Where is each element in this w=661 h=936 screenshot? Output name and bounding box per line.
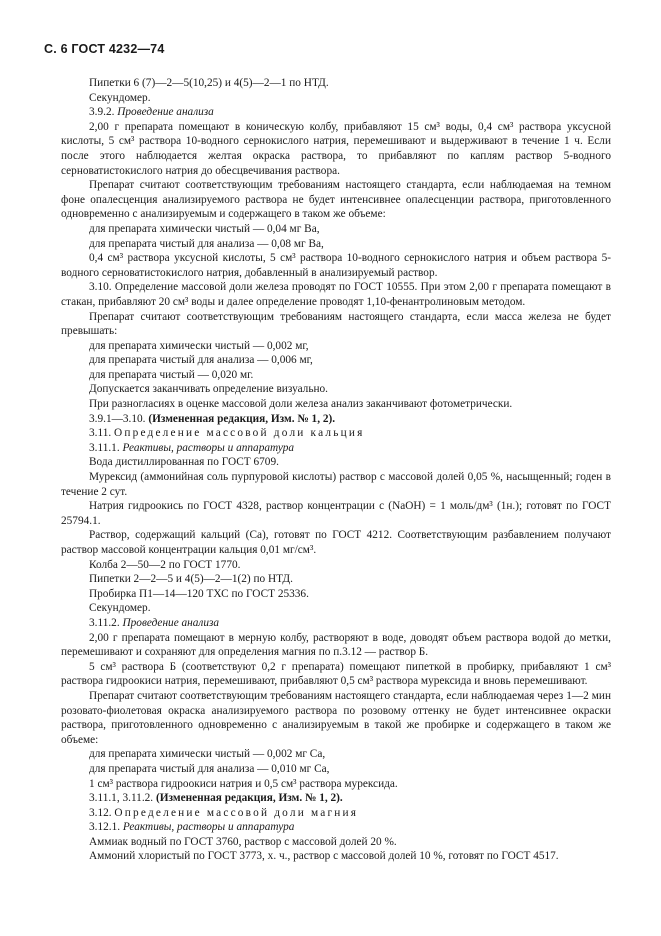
paragraph [61,426,611,441]
section-number: 3.12. [89,806,115,819]
paragraph-text: Препарат считают соответствующим требованиям настоящего стандарта, если масса железа не будет превышать: [61,310,611,338]
revision-note: (Измененная редакция, Изм. № 1, 2). [155,792,343,805]
paragraph-text: 0,4 см³ раствора уксусной кислоты, 5 см³ раствора 10-водного сернокислого натрия и объем раствора 5-водного серноватистокислого натрия, добавленный в анализируемый раствор. [61,252,611,279]
paragraph [61,412,611,427]
paragraph-text: для препарата чистый — 0,020 мг. [89,368,254,381]
paragraph-text: Раствор, содержащий кальций (Са), готовят по ГОСТ 4212. Соответствующим разбавлением получают раствор массовой концентрации кальция 0,01 мг/см³. [61,529,611,556]
paragraph [61,820,611,835]
paragraph [61,178,611,222]
paragraph-text: Аммоний хлористый по ГОСТ 3773, х. ч., раствор с массовой долей 10 %, готовят по ГОСТ 4517. [89,850,559,863]
section-heading: Определение массовой доли кальция [114,427,365,440]
paragraph [61,660,611,689]
paragraph-text: для препарата химически чистый — 0,002 мг, [89,339,309,352]
paragraph [61,689,611,747]
paragraph [61,849,611,864]
paragraph-text: 3.10. Определение массовой доли железа проводят по ГОСТ 10555. При этом 2,00 г препарата помещают в стакан, прибавляют 20 см³ воды и далее определение проводят 1,10-фенантролиновым методом. [61,281,611,308]
paragraph-text: Колба 2—50—2 по ГОСТ 1770. [89,558,241,571]
paragraph [61,528,611,557]
section-number: 3.11.1, 3.11.2. [89,792,156,805]
paragraph-text: 1 см³ раствора гидроокиси натрия и 0,5 см³ раствора мурексида. [89,777,398,790]
page-header: С. 6 ГОСТ 4232—74 [44,42,165,56]
paragraph-text: Пипетки 6 (7)—2—5(10,25) и 4(5)—2—1 по НТД. [89,77,329,89]
section-number: 3.11.2. [89,616,123,629]
paragraph [61,835,611,850]
paragraph [61,382,611,397]
paragraph-text: Аммиак водный по ГОСТ 3760, раствор с массовой долей 20 %. [89,835,397,848]
paragraph [61,222,611,237]
section-number: 3.12.1. [89,821,123,834]
paragraph-text: Препарат считают соответствующим требованиям настоящего стандарта, если наблюдаемая через 1—2 мин розовато-фиолетовая окраска анализируемого раствора по розовому оттенку не будет интенсивнее окраски раствора, приготовленного одновременно с анализируемым в такой же пробирке и содержащего в таком же объеме: [61,689,611,746]
paragraph-text: для препарата химически чистый — 0,04 мг Ва, [89,222,320,235]
paragraph-text: Вода дистиллированная по ГОСТ 6709. [89,456,279,469]
paragraph-text: Препарат считают соответствующим требованиям настоящего стандарта, если наблюдаемая на темном фоне опалесценция анализируемого раствора не будет интенсивнее опалесценции раствора, приготовленного одновременно с анализируемым и содержащего в таком же объеме: [61,179,611,221]
paragraph-text: Пипетки 2—2—5 и 4(5)—2—1(2) по НТД. [89,573,293,586]
section-title: Реактивы, растворы и аппаратура [122,441,295,454]
paragraph [61,105,611,120]
paragraph [61,353,611,368]
section-title: Проведение анализа [117,106,214,119]
paragraph [61,791,611,806]
paragraph [61,368,611,383]
paragraph [61,339,611,354]
section-number: 3.11.1. [89,441,123,454]
paragraph [61,587,611,602]
paragraph [61,762,611,777]
paragraph [61,470,611,499]
paragraph [61,572,611,587]
paragraph [61,601,611,616]
paragraph [61,251,611,280]
paragraph [61,397,611,412]
paragraph [61,616,611,631]
paragraph-text: Натрия гидроокись по ГОСТ 4328, раствор концентрации c (NaOH) = 1 моль/дм³ (1н.); готовят по ГОСТ 25794.1. [61,500,611,527]
paragraph [61,280,611,309]
section-number: 3.9.1—3.10. [89,412,149,425]
paragraph-text: При разногласиях в оценке массовой доли железа анализ заканчивают фотометрически. [89,398,513,411]
paragraph-text: Мурексид (аммонийная соль пурпуровой кислоты) раствор с массовой долей 0,05 %, насыщенный; годен в течение 2 сут. [61,471,611,498]
paragraph-text: Пробирка П1—14—120 ТХС по ГОСТ 25336. [89,587,309,600]
section-title: Реактивы, растворы и аппаратура [122,821,295,834]
paragraph [61,310,611,339]
section-number: 3.9.2. [89,106,118,119]
paragraph-text: для препарата чистый для анализа — 0,006 мг, [89,354,313,367]
paragraph [61,777,611,792]
paragraph-text: Секундомер. [89,602,151,615]
paragraph [61,747,611,762]
paragraph [61,455,611,470]
paragraph [61,631,611,660]
paragraph [61,91,611,106]
paragraph-text: Допускается заканчивать определение визуально. [89,383,328,396]
paragraph-text: для препарата чистый для анализа — 0,08 мг Ва, [89,237,324,250]
paragraph-text: Секундомер. [89,91,151,104]
paragraph [61,237,611,252]
paragraph-text: для препарата химически чистый — 0,002 мг Са, [89,748,326,761]
section-heading: Определение массовой доли магния [114,806,359,819]
paragraph-text: 2,00 г препарата помещают в коническую колбу, прибавляют 15 см³ воды, 0,4 см³ раствора уксусной кислоты, 5 см³ раствора 10-водного сернокислого натрия, перемешивают и выдерживают в течение 1 ч. Если после этого наблюдается желтая окраска раствора, то прибавляют по каплям раствор 5-водного серноватистокислого натрия до обесцвечивания раствора. [61,120,611,177]
section-title: Проведение анализа [122,616,220,629]
paragraph [61,806,611,821]
paragraph [61,120,611,178]
document-body [61,76,611,864]
section-number: 3.11. [89,427,114,440]
paragraph-text: для препарата чистый для анализа — 0,010 мг Са, [89,762,330,775]
paragraph [61,76,611,91]
paragraph-text: 2,00 г препарата помещают в мерную колбу, растворяют в воде, доводят объем раствора водой до метки, перемешивают и сохраняют для определения магния по п.3.12 — раствор Б. [61,631,611,659]
paragraph-text: 5 см³ раствора Б (соответствуют 0,2 г препарата) помещают пипеткой в пробирку, прибавляют 1 см³ раствора гидроокиси натрия, перемешивают, прибавляют 0,5 см³ раствора мурексида и вновь перемешивают. [61,660,611,688]
paragraph [61,558,611,573]
revision-note: (Измененная редакция, Изм. № 1, 2). [148,412,336,425]
paragraph [61,441,611,456]
paragraph [61,499,611,528]
